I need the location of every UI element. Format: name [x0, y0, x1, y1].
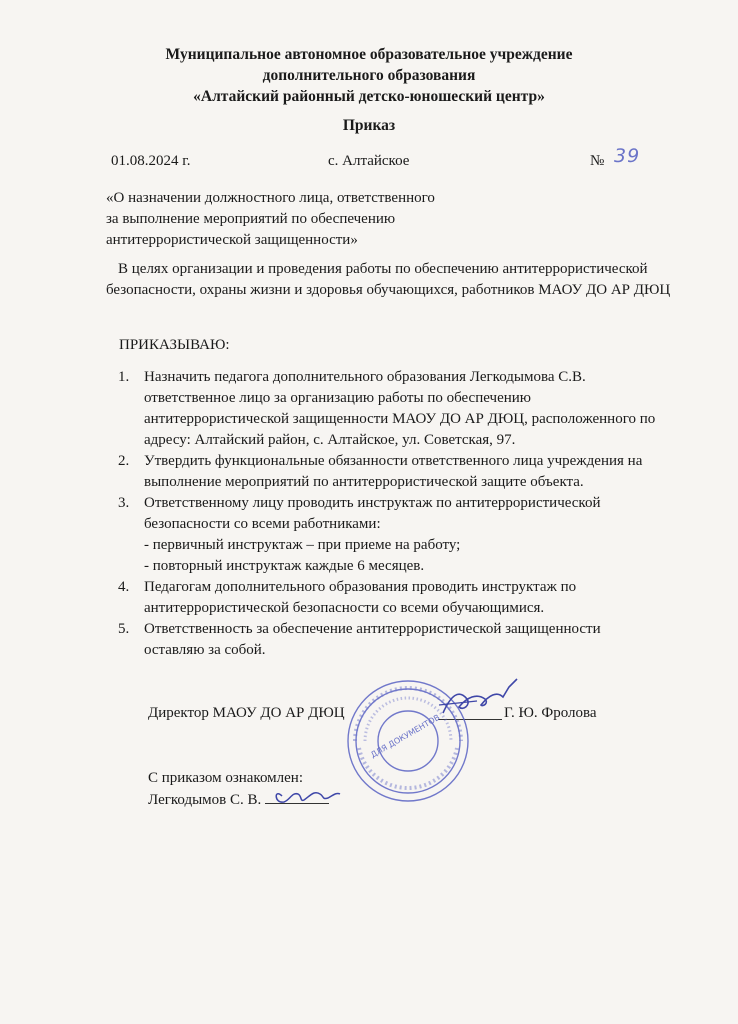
preamble-text: В целях организации и проведения работы по обеспечению антитеррористической безопасности, охраны жизни и здоровья обучающихся, работников МАОУ ДО АР ДЮЦ: [106, 261, 671, 298]
list-item: [118, 451, 658, 493]
list-item: [118, 367, 658, 451]
list-item: [118, 577, 658, 619]
order-word: ПРИКАЗЫВАЮ:: [119, 337, 230, 353]
order-date: 01.08.2024 г.: [111, 153, 191, 169]
order-number-handwritten: 39: [614, 145, 641, 167]
item-number: 4.: [118, 579, 130, 595]
item-number: 5.: [118, 621, 130, 637]
director-position: Директор МАОУ ДО АР ДЮЦ: [148, 705, 345, 721]
acknowledgement-line-1: С приказом ознакомлен:: [148, 770, 304, 786]
item-text: Педагогам дополнительного образования проводить инструктаж по антитеррористической безопасности со всеми обучающимися.: [144, 579, 577, 616]
order-subject: [106, 188, 435, 251]
item-text: Утвердить функциональные обязанности ответственного лица учреждения на выполнение мероприятий по антитеррористической защите объекта.: [144, 453, 643, 490]
item-number: 2.: [118, 453, 130, 469]
order-items-list: [118, 367, 658, 661]
item-number: 1.: [118, 369, 130, 385]
stamp-inner-text: ДЛЯ ДОКУМЕНТОВ: [369, 712, 442, 760]
subject-line-2: за выполнение мероприятий по обеспечению: [106, 211, 396, 227]
director-signature-icon: [437, 677, 529, 721]
employee-signature-icon: [270, 782, 344, 808]
item-number: 3.: [118, 495, 130, 511]
document-title: Приказ: [342, 117, 396, 134]
list-item: [118, 619, 658, 661]
item-text: Ответственному лицу проводить инструктаж по антитеррористической безопасности со всеми работниками:: [144, 495, 601, 532]
order-number-label: №: [590, 153, 605, 169]
subject-line-1: «О назначении должностного лица, ответственного: [106, 190, 435, 206]
item-subline: - повторный инструктаж каждые 6 месяцев.: [144, 558, 425, 574]
organization-header: [0, 44, 738, 107]
item-text: Назначить педагога дополнительного образования Легкодымова С.В. ответственное лицо за организацию работы по обеспечению антитеррористической защищенности МАОУ ДО АР ДЮЦ, расположенного по адресу: Алтайский район, с. Алтайское, ул. Советская, 97.: [144, 369, 656, 448]
item-text: Ответственность за обеспечение антитеррористической защищенности оставляю за собой.: [144, 621, 601, 658]
list-item: [118, 493, 658, 577]
header-line-1: Муниципальное автономное образовательное учреждение: [165, 46, 573, 63]
item-subline: - первичный инструктаж – при приеме на работу;: [144, 537, 461, 553]
order-place: с. Алтайское: [328, 153, 410, 169]
header-line-3: «Алтайский районный детско-юношеский центр»: [193, 88, 545, 105]
subject-line-3: антитеррористической защищенности»: [106, 232, 358, 248]
header-line-2: дополнительного образования: [262, 67, 476, 84]
director-name: Г. Ю. Фролова: [504, 705, 597, 721]
acknowledgement-name: Легкодымов С. В.: [148, 792, 262, 808]
